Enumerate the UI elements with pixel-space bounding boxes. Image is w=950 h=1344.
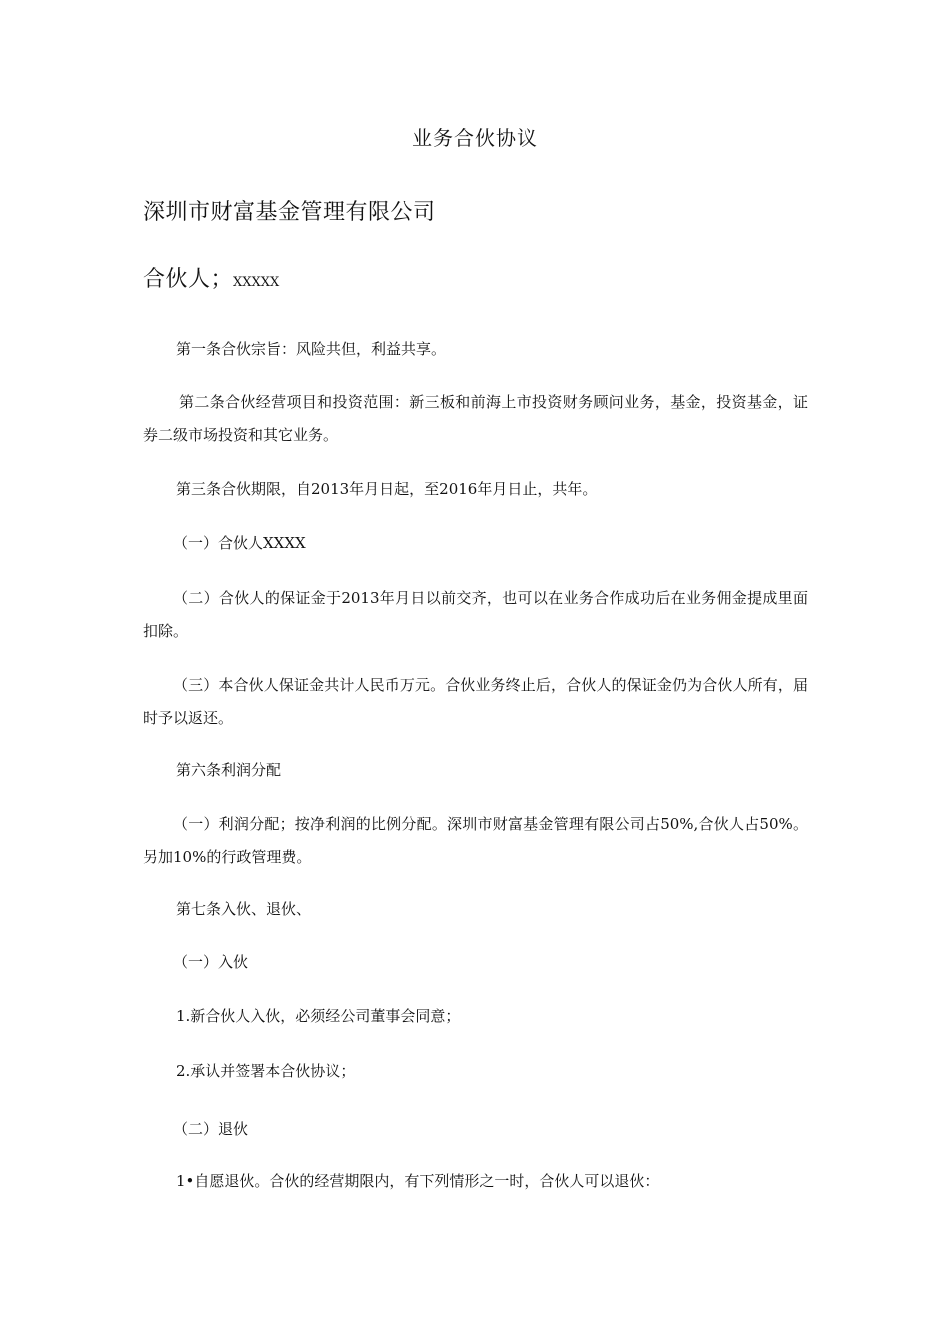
- partner-line: [143, 262, 279, 293]
- article-7-join-rule-1: 1.新合伙人入伙，必须经公司董事会同意；: [176, 1007, 461, 1025]
- article-7-withdraw-rule-1: 1•自愿退伙。合伙的经营期限内，有下列情形之一时，合伙人可以退伙：: [176, 1172, 660, 1190]
- article-7-heading: 第七条入伙、退伙、: [176, 900, 312, 918]
- article-7-item-1: （一）入伙: [173, 953, 249, 971]
- article-6-item-1: （一）利润分配；按净利润的比例分配。深圳市财富基金管理有限公司占50%,合伙人占50%。另加10%的行政管理费。: [143, 815, 808, 866]
- document-title: 业务合伙协议: [412, 126, 538, 150]
- partner-label: 合伙人；: [143, 267, 234, 292]
- article-3-term: 第三条合伙期限，自2013年月日起，至2016年月日止，共年。: [176, 480, 598, 498]
- article-7-join-rule-2: 2.承认并签署本合伙协议；: [176, 1062, 356, 1080]
- article-2-scope: 第二条合伙经营项目和投资范围：新三板和前海上市投资财务顾问业务，基金，投资基金，证券二级市场投资和其它业务。: [143, 393, 808, 444]
- article-7-item-2: （二）退伙: [173, 1120, 249, 1138]
- article-3-item-1: （一）合伙人XXXX: [173, 534, 306, 552]
- article-3-item-3: （三）本合伙人保证金共计人民币万元。合伙业务终止后，合伙人的保证金仍为合伙人所有，届时予以返还。: [143, 676, 808, 727]
- article-6-heading: 第六条利润分配: [176, 761, 282, 779]
- article-3-item-2: （二）合伙人的保证金于2013年月日以前交齐，也可以在业务合作成功后在业务佣金提成里面扣除。: [143, 589, 808, 640]
- article-1-purpose: 第一条合伙宗旨：风险共但，利益共享。: [176, 340, 447, 358]
- partner-name: XXXXX: [233, 275, 280, 290]
- party-company-name: 深圳市财富基金管理有限公司: [143, 200, 436, 225]
